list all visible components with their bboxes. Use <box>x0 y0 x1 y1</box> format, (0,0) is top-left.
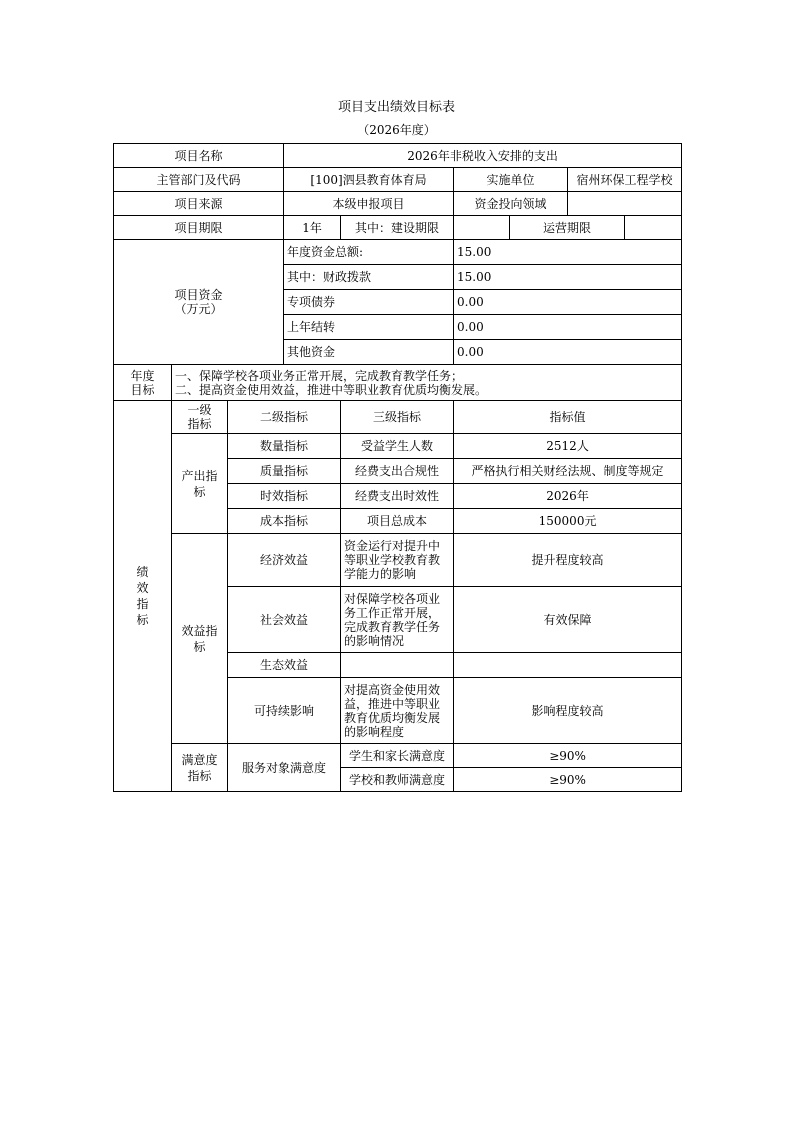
l3-cell: 经费支出合规性 <box>341 459 454 484</box>
performance-table <box>113 143 682 792</box>
row-funds-total <box>114 240 682 265</box>
funds-row-label: 其他资金 <box>284 340 454 365</box>
unit-label: 实施单位 <box>454 168 568 192</box>
satisfaction-label <box>172 744 228 792</box>
operate-value <box>625 216 682 240</box>
l2-cell: 可持续影响 <box>228 678 341 744</box>
l3-cell: 项目总成本 <box>341 509 454 534</box>
goals-label-text: 年度目标 <box>130 368 155 397</box>
performance-label <box>114 401 172 792</box>
l3-cell: 学校和教师满意度 <box>341 768 454 792</box>
output-label <box>172 434 228 534</box>
row-period <box>114 216 682 240</box>
l2-cell: 时效指标 <box>228 484 341 509</box>
goal-line-1: 一、保障学校各项业务正常开展，完成教育教学任务； <box>175 368 464 383</box>
header-level1-text: 一级指标 <box>187 403 212 431</box>
benefit-label <box>172 534 228 744</box>
row-source <box>114 192 682 216</box>
field-label: 资金投向领域 <box>454 192 568 216</box>
value-cell <box>454 653 682 678</box>
project-name-value: 2026年非税收入安排的支出 <box>284 144 682 168</box>
value-cell: 提升程度较高 <box>454 534 682 587</box>
l2-cell: 成本指标 <box>228 509 341 534</box>
benefit-label-text: 效益指标 <box>181 623 218 654</box>
l2-cell: 生态效益 <box>228 653 341 678</box>
funds-label-text: 项目资金（万元） <box>174 288 223 316</box>
funds-row-label: 其中：财政拨款 <box>284 265 454 290</box>
funds-row-label: 年度资金总额: <box>284 240 454 265</box>
output-label-text: 产出指标 <box>181 468 218 499</box>
row-dept <box>114 168 682 192</box>
field-value <box>568 192 682 216</box>
build-value <box>454 216 510 240</box>
value-cell: 2026年 <box>454 484 682 509</box>
value-cell: 严格执行相关财经法规、制度等规定 <box>454 459 682 484</box>
row-benefit-1 <box>114 534 682 587</box>
unit-value: 宿州环保工程学校 <box>568 168 682 192</box>
l2-cell: 质量指标 <box>228 459 341 484</box>
value-cell: 影响程度较高 <box>454 678 682 744</box>
l3-cell: 对提高资金使用效益，推进中等职业教育优质均衡发展的影响程度 <box>341 678 454 744</box>
l3-cell: 对保障学校各项业务工作正常开展，完成教育教学任务的影响情况 <box>341 587 454 653</box>
funds-row-value: 0.00 <box>454 290 682 315</box>
period-value: 1年 <box>284 216 341 240</box>
value-cell: 2512人 <box>454 434 682 459</box>
l2-cell: 社会效益 <box>228 587 341 653</box>
row-output-1 <box>114 434 682 459</box>
build-label: 其中：建设期限 <box>341 216 454 240</box>
year-subtitle: （2026年度） <box>357 123 436 137</box>
goals-content <box>172 365 682 401</box>
l3-cell: 受益学生人数 <box>341 434 454 459</box>
l3-cell <box>341 653 454 678</box>
l3-cell: 学生和家长满意度 <box>341 744 454 768</box>
dept-label: 主管部门及代码 <box>114 168 284 192</box>
funds-row-label: 上年结转 <box>284 315 454 340</box>
performance-label-text: 绩效指标 <box>136 565 149 627</box>
project-name-label: 项目名称 <box>114 144 284 168</box>
row-project-name <box>114 144 682 168</box>
value-cell: ≥90% <box>454 768 682 792</box>
header-value: 指标值 <box>454 401 682 434</box>
row-indicator-headers <box>114 401 682 434</box>
l3-cell: 经费支出时效性 <box>341 484 454 509</box>
funds-row-label: 专项债券 <box>284 290 454 315</box>
source-label: 项目来源 <box>114 192 284 216</box>
l3-cell: 资金运行对提升中等职业学校教育教学能力的影响 <box>341 534 454 587</box>
goals-label <box>114 365 172 401</box>
header-level2: 二级指标 <box>228 401 341 434</box>
dept-value: [100]泗县教育体育局 <box>284 168 454 192</box>
funds-row-value: 0.00 <box>454 315 682 340</box>
funds-label <box>114 240 284 365</box>
l2-cell: 经济效益 <box>228 534 341 587</box>
header-level3: 三级指标 <box>341 401 454 434</box>
funds-row-value: 0.00 <box>454 340 682 365</box>
source-value: 本级申报项目 <box>284 192 454 216</box>
value-cell: ≥90% <box>454 744 682 768</box>
goal-line-2: 二、提高资金使用效益，推进中等职业教育优质均衡发展。 <box>175 382 488 397</box>
value-cell: 150000元 <box>454 509 682 534</box>
satisfaction-label-text: 满意度指标 <box>181 752 218 783</box>
header-level1 <box>172 401 228 434</box>
row-goals <box>114 365 682 401</box>
value-cell: 有效保障 <box>454 587 682 653</box>
row-satisfaction-1 <box>114 744 682 768</box>
funds-row-value: 15.00 <box>454 240 682 265</box>
satisfaction-l2: 服务对象满意度 <box>228 744 341 792</box>
funds-row-value: 15.00 <box>454 265 682 290</box>
l2-cell: 数量指标 <box>228 434 341 459</box>
operate-label: 运营期限 <box>510 216 625 240</box>
period-label: 项目期限 <box>114 216 284 240</box>
page-title: 项目支出绩效目标表 <box>337 100 455 115</box>
